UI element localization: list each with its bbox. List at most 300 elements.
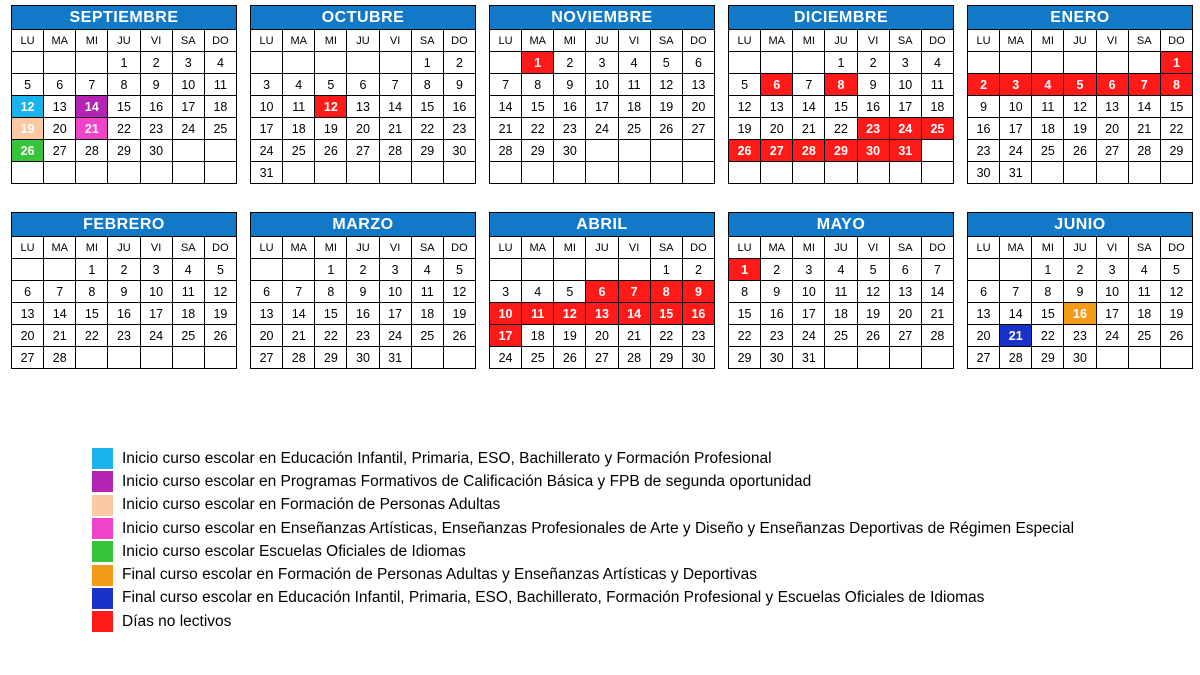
- week-row: [729, 259, 954, 281]
- day-cell: 27: [682, 118, 714, 140]
- day-cell: 26: [12, 140, 44, 162]
- empty-cell: [1128, 347, 1160, 369]
- weekday-header: LU: [12, 30, 44, 52]
- day-cell: 14: [921, 281, 953, 303]
- day-cell: 27: [1096, 140, 1128, 162]
- day-cell: 24: [586, 118, 618, 140]
- week-row: [251, 281, 476, 303]
- empty-cell: [172, 162, 204, 184]
- day-cell: 9: [140, 74, 172, 96]
- day-cell: 21: [283, 325, 315, 347]
- weekday-header: MI: [76, 237, 108, 259]
- day-cell: 10: [586, 74, 618, 96]
- weekday-header-row: [12, 30, 237, 52]
- day-cell: 13: [1096, 96, 1128, 118]
- month-title: ENERO: [967, 5, 1193, 29]
- weekday-header: DO: [1160, 237, 1192, 259]
- day-cell: 30: [761, 347, 793, 369]
- weekday-header: MA: [44, 30, 76, 52]
- day-cell: 22: [522, 118, 554, 140]
- week-row: [729, 281, 954, 303]
- day-cell: 13: [347, 96, 379, 118]
- empty-cell: [443, 347, 475, 369]
- day-cell: 4: [283, 74, 315, 96]
- day-cell: 24: [490, 347, 522, 369]
- day-cell: 29: [825, 140, 857, 162]
- legend-swatch: [92, 448, 113, 469]
- day-cell: 19: [12, 118, 44, 140]
- day-cell: 11: [921, 74, 953, 96]
- weekday-header: MI: [793, 237, 825, 259]
- empty-cell: [1096, 162, 1128, 184]
- day-cell: 12: [729, 96, 761, 118]
- empty-cell: [1000, 52, 1032, 74]
- empty-cell: [554, 259, 586, 281]
- empty-cell: [411, 162, 443, 184]
- day-cell: 6: [761, 74, 793, 96]
- weekday-header: VI: [379, 237, 411, 259]
- day-cell: 9: [761, 281, 793, 303]
- legend-label: Inicio curso escolar en Educación Infantil, Primaria, ESO, Bachillerato y Formación Profesional: [122, 449, 772, 467]
- day-cell: 4: [1032, 74, 1064, 96]
- day-cell: 10: [490, 303, 522, 325]
- day-cell: 18: [825, 303, 857, 325]
- day-cell: 17: [172, 96, 204, 118]
- day-cell: 12: [315, 96, 347, 118]
- day-cell: 19: [443, 303, 475, 325]
- day-cell: 27: [889, 325, 921, 347]
- empty-cell: [1128, 162, 1160, 184]
- day-cell: 28: [793, 140, 825, 162]
- day-cell: 7: [379, 74, 411, 96]
- week-row: [729, 118, 954, 140]
- weekday-header: LU: [729, 30, 761, 52]
- day-cell: 15: [76, 303, 108, 325]
- legend-swatch: [92, 565, 113, 586]
- day-cell: 17: [379, 303, 411, 325]
- day-cell: 6: [347, 74, 379, 96]
- empty-cell: [968, 52, 1000, 74]
- day-cell: 9: [682, 281, 714, 303]
- day-cell: 3: [490, 281, 522, 303]
- day-cell: 21: [1128, 118, 1160, 140]
- day-cell: 18: [921, 96, 953, 118]
- day-cell: 18: [204, 96, 236, 118]
- weekday-header: SA: [1128, 237, 1160, 259]
- day-cell: 11: [172, 281, 204, 303]
- day-cell: 5: [204, 259, 236, 281]
- day-cell: 27: [12, 347, 44, 369]
- day-cell: 28: [76, 140, 108, 162]
- empty-cell: [379, 162, 411, 184]
- month-marzo: [250, 212, 476, 369]
- week-row: [729, 303, 954, 325]
- day-cell: 12: [12, 96, 44, 118]
- day-cell: 25: [618, 118, 650, 140]
- week-row: [490, 259, 715, 281]
- empty-cell: [1160, 347, 1192, 369]
- day-cell: 4: [522, 281, 554, 303]
- legend-swatch: [92, 541, 113, 562]
- weekday-header: MA: [761, 237, 793, 259]
- week-row: [968, 74, 1193, 96]
- weekday-header: MA: [283, 237, 315, 259]
- day-cell: 3: [172, 52, 204, 74]
- legend-item: [92, 494, 1074, 517]
- weekday-header: DO: [1160, 30, 1192, 52]
- empty-cell: [522, 259, 554, 281]
- day-cell: 20: [1096, 118, 1128, 140]
- weekday-header: MA: [1000, 237, 1032, 259]
- day-cell: 5: [1064, 74, 1096, 96]
- week-row: [251, 74, 476, 96]
- day-cell: 9: [108, 281, 140, 303]
- week-row: [968, 325, 1193, 347]
- empty-cell: [1160, 162, 1192, 184]
- weekday-header: MI: [76, 30, 108, 52]
- day-cell: 20: [889, 303, 921, 325]
- day-cell: 28: [379, 140, 411, 162]
- empty-cell: [172, 347, 204, 369]
- day-cell: 27: [586, 347, 618, 369]
- weekday-header: JU: [1064, 237, 1096, 259]
- day-cell: 16: [108, 303, 140, 325]
- day-cell: 6: [586, 281, 618, 303]
- day-cell: 13: [682, 74, 714, 96]
- day-cell: 2: [108, 259, 140, 281]
- day-cell: 5: [443, 259, 475, 281]
- empty-cell: [490, 162, 522, 184]
- weekday-header-row: [729, 237, 954, 259]
- day-cell: 19: [204, 303, 236, 325]
- weekday-header: VI: [857, 30, 889, 52]
- week-row: [251, 303, 476, 325]
- day-cell: 6: [682, 52, 714, 74]
- weekday-header: JU: [347, 237, 379, 259]
- week-row: [729, 162, 954, 184]
- month-febrero: [11, 212, 237, 369]
- day-cell: 7: [490, 74, 522, 96]
- empty-cell: [12, 259, 44, 281]
- week-row: [12, 74, 237, 96]
- day-cell: 8: [1160, 74, 1192, 96]
- empty-cell: [315, 52, 347, 74]
- empty-cell: [347, 52, 379, 74]
- month-title: DICIEMBRE: [728, 5, 954, 29]
- weekday-header: VI: [857, 237, 889, 259]
- day-cell: 8: [522, 74, 554, 96]
- day-cell: 26: [650, 118, 682, 140]
- day-cell: 25: [1032, 140, 1064, 162]
- empty-cell: [379, 52, 411, 74]
- empty-cell: [650, 162, 682, 184]
- day-cell: 16: [140, 96, 172, 118]
- day-cell: 9: [968, 96, 1000, 118]
- empty-cell: [857, 347, 889, 369]
- day-cell: 31: [251, 162, 283, 184]
- day-cell: 27: [761, 140, 793, 162]
- day-cell: 17: [140, 303, 172, 325]
- day-cell: 22: [411, 118, 443, 140]
- empty-cell: [921, 162, 953, 184]
- empty-cell: [1064, 162, 1096, 184]
- day-cell: 26: [554, 347, 586, 369]
- empty-cell: [283, 162, 315, 184]
- day-cell: 9: [443, 74, 475, 96]
- weekday-header: DO: [682, 237, 714, 259]
- day-cell: 19: [315, 118, 347, 140]
- day-cell: 18: [1128, 303, 1160, 325]
- week-row: [968, 162, 1193, 184]
- day-cell: 20: [12, 325, 44, 347]
- day-cell: 22: [1032, 325, 1064, 347]
- weekday-header-row: [251, 237, 476, 259]
- weekday-header: MI: [1032, 30, 1064, 52]
- day-cell: 24: [172, 118, 204, 140]
- week-row: [968, 303, 1193, 325]
- day-cell: 11: [1032, 96, 1064, 118]
- day-cell: 18: [1032, 118, 1064, 140]
- empty-cell: [1032, 52, 1064, 74]
- day-cell: 11: [204, 74, 236, 96]
- day-cell: 1: [108, 52, 140, 74]
- legend-swatch: [92, 471, 113, 492]
- weekday-header: JU: [108, 30, 140, 52]
- month-diciembre: [728, 5, 954, 184]
- week-row: [729, 52, 954, 74]
- day-cell: 3: [1096, 259, 1128, 281]
- weekday-header: MI: [554, 30, 586, 52]
- month-noviembre: [489, 5, 715, 184]
- weekday-header: LU: [251, 30, 283, 52]
- empty-cell: [618, 140, 650, 162]
- weekday-header: MA: [522, 30, 554, 52]
- week-row: [12, 162, 237, 184]
- day-cell: 26: [729, 140, 761, 162]
- day-cell: 10: [1000, 96, 1032, 118]
- day-cell: 13: [251, 303, 283, 325]
- day-cell: 9: [347, 281, 379, 303]
- weekday-header: DO: [443, 30, 475, 52]
- day-cell: 6: [251, 281, 283, 303]
- day-cell: 23: [443, 118, 475, 140]
- day-cell: 10: [889, 74, 921, 96]
- weekday-header: MA: [283, 30, 315, 52]
- day-cell: 1: [825, 52, 857, 74]
- day-cell: 14: [44, 303, 76, 325]
- week-row: [968, 259, 1193, 281]
- day-cell: 16: [968, 118, 1000, 140]
- day-cell: 26: [857, 325, 889, 347]
- day-cell: 2: [857, 52, 889, 74]
- weekday-header: JU: [825, 237, 857, 259]
- day-cell: 23: [108, 325, 140, 347]
- day-cell: 1: [1032, 259, 1064, 281]
- weekday-header-row: [968, 237, 1193, 259]
- day-cell: 3: [793, 259, 825, 281]
- day-cell: 29: [729, 347, 761, 369]
- day-cell: 12: [1064, 96, 1096, 118]
- day-cell: 28: [44, 347, 76, 369]
- day-cell: 10: [1096, 281, 1128, 303]
- legend-item: [92, 563, 1074, 586]
- day-cell: 1: [729, 259, 761, 281]
- legend-label: Inicio curso escolar Escuelas Oficiales de Idiomas: [122, 542, 466, 560]
- day-cell: 29: [1032, 347, 1064, 369]
- day-cell: 4: [921, 52, 953, 74]
- week-row: [12, 52, 237, 74]
- day-cell: 16: [857, 96, 889, 118]
- day-cell: 22: [825, 118, 857, 140]
- week-row: [12, 347, 237, 369]
- day-cell: 17: [586, 96, 618, 118]
- day-cell: 20: [347, 118, 379, 140]
- day-cell: 23: [682, 325, 714, 347]
- day-cell: 31: [889, 140, 921, 162]
- weekday-header: MI: [793, 30, 825, 52]
- day-cell: 11: [825, 281, 857, 303]
- empty-cell: [793, 52, 825, 74]
- day-cell: 13: [44, 96, 76, 118]
- empty-cell: [44, 162, 76, 184]
- empty-cell: [1032, 162, 1064, 184]
- day-cell: 5: [12, 74, 44, 96]
- legend: [92, 447, 1074, 633]
- day-cell: 2: [968, 74, 1000, 96]
- week-row: [251, 259, 476, 281]
- weekday-header: LU: [490, 237, 522, 259]
- weekday-header: LU: [490, 30, 522, 52]
- week-row: [729, 140, 954, 162]
- empty-cell: [1096, 52, 1128, 74]
- day-cell: 19: [729, 118, 761, 140]
- weekday-header: DO: [921, 30, 953, 52]
- weekday-header: VI: [618, 30, 650, 52]
- day-cell: 6: [44, 74, 76, 96]
- weekday-header: DO: [204, 30, 236, 52]
- week-row: [490, 347, 715, 369]
- day-cell: 15: [522, 96, 554, 118]
- day-cell: 10: [251, 96, 283, 118]
- day-cell: 17: [490, 325, 522, 347]
- empty-cell: [108, 347, 140, 369]
- week-row: [729, 325, 954, 347]
- week-row: [729, 347, 954, 369]
- day-cell: 13: [889, 281, 921, 303]
- legend-item: [92, 610, 1074, 633]
- day-cell: 29: [522, 140, 554, 162]
- day-cell: 19: [650, 96, 682, 118]
- day-cell: 20: [682, 96, 714, 118]
- day-cell: 11: [283, 96, 315, 118]
- week-row: [12, 259, 237, 281]
- week-row: [490, 74, 715, 96]
- empty-cell: [76, 162, 108, 184]
- day-cell: 5: [1160, 259, 1192, 281]
- weekday-header-row: [12, 237, 237, 259]
- day-cell: 25: [825, 325, 857, 347]
- day-cell: 25: [921, 118, 953, 140]
- empty-cell: [204, 162, 236, 184]
- week-row: [490, 118, 715, 140]
- week-row: [12, 140, 237, 162]
- day-cell: 21: [490, 118, 522, 140]
- month-abril: [489, 212, 715, 369]
- weekday-header: SA: [889, 30, 921, 52]
- day-cell: 26: [315, 140, 347, 162]
- day-cell: 23: [140, 118, 172, 140]
- empty-cell: [586, 259, 618, 281]
- day-cell: 5: [857, 259, 889, 281]
- day-cell: 22: [650, 325, 682, 347]
- day-cell: 4: [411, 259, 443, 281]
- day-cell: 17: [1096, 303, 1128, 325]
- weekday-header: MA: [1000, 30, 1032, 52]
- legend-label: Final curso escolar en Formación de Personas Adultas y Enseñanzas Artísticas y Deportivas: [122, 566, 757, 584]
- weekday-header: VI: [1096, 237, 1128, 259]
- day-cell: 31: [793, 347, 825, 369]
- weekday-header-row: [251, 30, 476, 52]
- weekday-header: MI: [315, 30, 347, 52]
- week-row: [12, 118, 237, 140]
- day-cell: 20: [44, 118, 76, 140]
- day-cell: 3: [889, 52, 921, 74]
- legend-label: Inicio curso escolar en Enseñanzas Artísticas, Enseñanzas Profesionales de Arte y Diseño y Enseñanzas Deportivas de Régimen Especial: [122, 519, 1075, 537]
- day-cell: 5: [650, 52, 682, 74]
- empty-cell: [204, 347, 236, 369]
- week-row: [490, 303, 715, 325]
- day-cell: 12: [443, 281, 475, 303]
- empty-cell: [554, 162, 586, 184]
- day-cell: 8: [108, 74, 140, 96]
- week-row: [968, 52, 1193, 74]
- week-row: [251, 347, 476, 369]
- empty-cell: [251, 52, 283, 74]
- day-cell: 13: [12, 303, 44, 325]
- empty-cell: [140, 347, 172, 369]
- day-cell: 15: [650, 303, 682, 325]
- day-cell: 12: [857, 281, 889, 303]
- empty-cell: [889, 347, 921, 369]
- day-cell: 15: [825, 96, 857, 118]
- day-cell: 4: [618, 52, 650, 74]
- day-cell: 19: [1064, 118, 1096, 140]
- day-cell: 2: [140, 52, 172, 74]
- legend-item: [92, 470, 1074, 493]
- week-row: [251, 140, 476, 162]
- legend-swatch: [92, 588, 113, 609]
- empty-cell: [618, 162, 650, 184]
- day-cell: 2: [1064, 259, 1096, 281]
- day-cell: 23: [968, 140, 1000, 162]
- week-row: [251, 52, 476, 74]
- day-cell: 17: [889, 96, 921, 118]
- weekday-header: SA: [1128, 30, 1160, 52]
- day-cell: 23: [761, 325, 793, 347]
- weekday-header: DO: [682, 30, 714, 52]
- day-cell: 2: [443, 52, 475, 74]
- day-cell: 29: [650, 347, 682, 369]
- week-row: [729, 96, 954, 118]
- day-cell: 5: [554, 281, 586, 303]
- day-cell: 4: [825, 259, 857, 281]
- week-row: [251, 118, 476, 140]
- weekday-header: VI: [140, 237, 172, 259]
- day-cell: 25: [204, 118, 236, 140]
- day-cell: 20: [761, 118, 793, 140]
- week-row: [490, 96, 715, 118]
- day-cell: 30: [1064, 347, 1096, 369]
